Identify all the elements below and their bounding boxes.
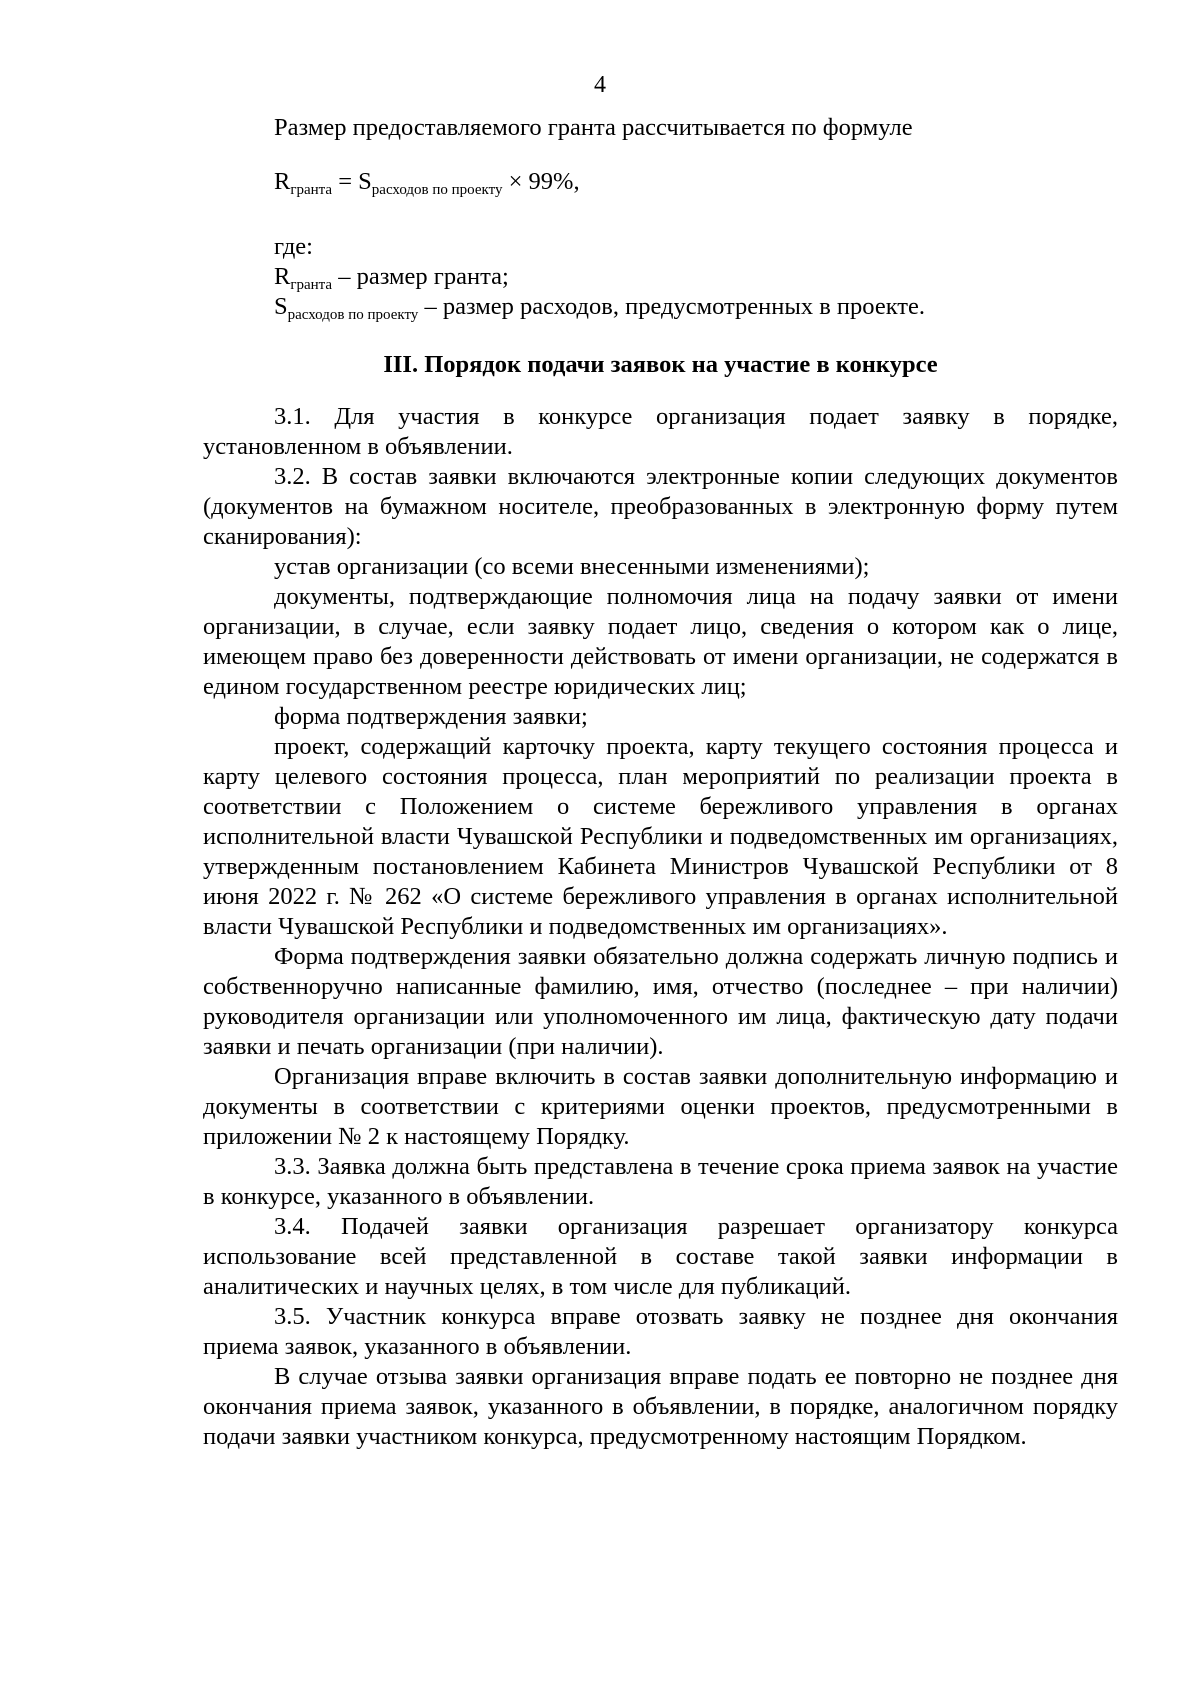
paragraph-3-4: 3.4. Подачей заявки организация разрешает организатору конкурса использование всей представленной в составе такой заявки информации в аналитических и научных целях, в том числе для публикаций. <box>203 1213 1118 1300</box>
definition-s-symbol: S <box>274 293 288 320</box>
formula-r-symbol: R <box>274 168 291 195</box>
paragraph-additional-information: Организация вправе включить в состав заявки дополнительную информацию и документы в соответствии с критериями оценки проектов, предусмотренными в приложении № 2 к настоящему Порядку. <box>203 1063 1118 1150</box>
formula-r-subscript: гранта <box>290 182 333 198</box>
paragraph-3-1: 3.1. Для участия в конкурсе организация подает заявку в порядке, установленном в объявлении. <box>203 403 1118 460</box>
definition-s <box>203 292 1118 322</box>
formula-s-subscript: расходов по проекту <box>371 182 503 198</box>
document-body <box>203 113 1118 1452</box>
list-item-charter: устав организации (со всеми внесенными изменениями); <box>274 553 870 580</box>
definition-r-text: – размер гранта; <box>332 263 509 290</box>
page-number: 4 <box>594 72 606 98</box>
list-item-project: проект, содержащий карточку проекта, карту текущего состояния процесса и карту целевого состояния процесса, план мероприятий по реализации проекта в соответствии с Положением о системе бережливого управления в органах исполнительной власти Чувашской Республики и подведомственных им организациях, утвержденным постановлением Кабинета Министров Чувашской Республики от 8 июня 2022 г. № 262 «О системе бережливого управления в органах исполнительной власти Чувашской Республики и подведомственных им организациях». <box>203 733 1118 940</box>
formula-equals: = <box>332 168 359 195</box>
paragraph-3-5: 3.5. Участник конкурса вправе отозвать заявку не позднее дня окончания приема заявок, указанного в объявлении. <box>203 1303 1118 1360</box>
paragraph-confirmation-form-requirements: Форма подтверждения заявки обязательно должна содержать личную подпись и собственноручно написанные фамилию, имя, отчество (последнее – при наличии) руководителя организации или уполномоченного им лица, фактическую дату подачи заявки и печать организации (при наличии). <box>203 943 1118 1060</box>
where-label: где: <box>274 233 313 260</box>
definition-s-text: – размер расходов, предусмотренных в проекте. <box>418 293 925 320</box>
paragraph-3-2: 3.2. В состав заявки включаются электронные копии следующих документов (документов на бумажном носителе, преобразованных в электронную форму путем сканирования): <box>203 463 1118 550</box>
formula-s-symbol: S <box>358 168 372 195</box>
section-heading: III. Порядок подачи заявок на участие в конкурсе <box>383 351 938 378</box>
list-item-confirmation-form: форма подтверждения заявки; <box>274 703 588 730</box>
paragraph-3-3: 3.3. Заявка должна быть представлена в течение срока приема заявок на участие в конкурсе, указанного в объявлении. <box>203 1153 1118 1210</box>
grant-formula <box>203 167 1118 197</box>
paragraph-withdrawal: В случае отзыва заявки организация вправе подать ее повторно не позднее дня окончания приема заявок, указанного в объявлении, в порядке, аналогичном порядку подачи заявки участником конкурса, предусмотренному настоящим Порядком. <box>203 1363 1118 1450</box>
definition-r-subscript: гранта <box>290 277 333 293</box>
definition-r-symbol: R <box>274 263 291 290</box>
list-item-authority-documents: документы, подтверждающие полномочия лица на подачу заявки от имени организации, в случае, если заявку подает лицо, сведения о котором как о лице, имеющем право без доверенности действовать от имени организации, не содержатся в едином государственном реестре юридических лиц; <box>203 583 1118 700</box>
definition-s-subscript: расходов по проекту <box>287 307 419 323</box>
formula-rest: × 99%, <box>502 168 580 195</box>
definition-r <box>203 262 1118 292</box>
formula-intro: Размер предоставляемого гранта рассчитывается по формуле <box>274 114 913 141</box>
